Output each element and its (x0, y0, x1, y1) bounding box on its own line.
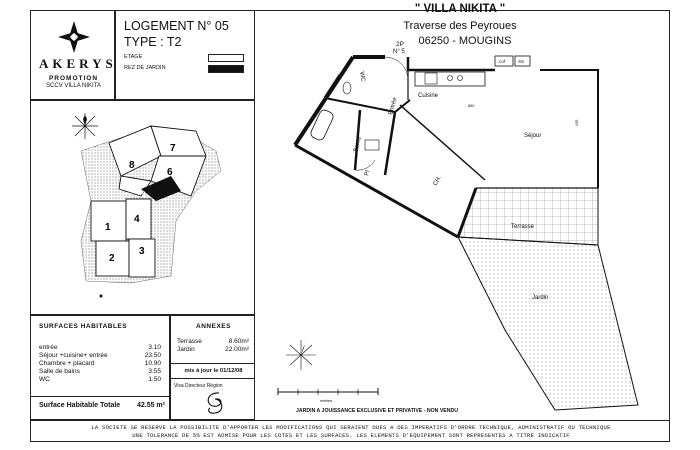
surfaces-title: SURFACES HABITABLES (39, 323, 128, 330)
project-address: Traverse des Peyroues (403, 20, 517, 32)
dimension-sejour: 435 (575, 119, 579, 126)
scale-bar (278, 388, 378, 395)
stair-number: N° 5 (393, 49, 405, 55)
surface-row-value: 3.55 (148, 368, 161, 375)
site-north-arrow-icon (72, 113, 98, 139)
apartment-plan (255, 0, 670, 420)
surface-row-label: Chambre + placard (39, 360, 95, 367)
garden-area (458, 237, 638, 410)
signature-icon (201, 390, 231, 416)
stair-code: 2P (396, 41, 404, 48)
annex-row-label: Jardin (177, 346, 195, 353)
site-plan (31, 101, 256, 316)
brand-company: SCCV VILLA NIKITA (46, 83, 101, 89)
compass-rose-icon (286, 340, 316, 370)
site-block-label: 2 (109, 253, 115, 264)
site-block-label: 5 (142, 192, 146, 198)
surfaces-box (30, 315, 170, 420)
room-label-ss: SS (518, 59, 525, 64)
surfaces-total-divider (31, 396, 169, 397)
room-label-cuisine: Cuisine (418, 93, 439, 99)
surface-row-label: entrée (39, 344, 58, 351)
site-block-label: 1 (105, 222, 111, 233)
unit-number: LOGEMENT N° 05 (124, 19, 229, 33)
room-label-bains: Bains (353, 136, 363, 153)
surfaces-total-value: 42.55 m² (136, 402, 165, 409)
logo-box (30, 10, 115, 100)
akerys-logo-icon (56, 19, 92, 55)
surface-row-label: Séjour +cuisine+ entrée (39, 352, 108, 359)
room-label-cof: cof (499, 59, 506, 64)
legend-swatch-etage (208, 54, 244, 62)
surface-row-label: Salle de bains (39, 368, 80, 375)
room-label-pl: Pl (364, 169, 372, 177)
surface-row-value: 3.10 (148, 344, 161, 351)
annexes-box (170, 315, 255, 420)
surface-row-value: 1.50 (148, 376, 161, 383)
annex-row-value: 8.60m² (228, 338, 249, 345)
dimension-cuisine: 850 (468, 104, 475, 108)
project-city: 06250 - MOUGINS (418, 35, 512, 47)
brand-name: AKERYS (39, 56, 117, 71)
surfaces-total-label: Surface Habitable Totale (39, 402, 121, 409)
room-label-terrasse: Terrasse (511, 224, 535, 230)
unit-type: TYPE : T2 (124, 35, 182, 49)
annex-row-value: 22.00m² (225, 346, 249, 353)
garden-note: JARDIN A JOUISSANCE EXCLUSIVE ET PRIVATIVE - NON VENDU (296, 408, 458, 414)
footer-disclaimer-1: LA SOCIETE SE RESERVE LA POSSIBILITE D'APPORTER LES MODIFICATIONS QUI SERAIENT DUES A DES IMPERATIFS D'ORDRE TECHNIQUE, ADMINISTRATIF OU TECHNIQUE (91, 424, 611, 431)
update-date: mis à jour le 01/12/08 (184, 368, 243, 374)
room-label-jardin: Jardin (532, 295, 549, 301)
site-block-label: 8 (129, 160, 135, 171)
annexes-title: ANNEXES (196, 323, 231, 330)
site-block-label: 7 (170, 143, 176, 154)
site-block-label: 3 (139, 246, 145, 257)
update-divider (171, 378, 254, 379)
legend-label-rdj: REZ DE JARDIN (124, 65, 166, 71)
legend-label-etage: ETAGE (124, 54, 143, 60)
brand-tagline: PROMOTION (48, 75, 99, 82)
legend-swatch-rdj (208, 65, 244, 73)
surface-row-value: 23.50 (144, 352, 161, 359)
terrace-area (458, 188, 598, 245)
room-label-entree: Entrée (388, 96, 399, 116)
visa-label: Visa Directeur Région (174, 383, 223, 389)
footer-disclaimer-2: UNE TOLERANCE DE 5% EST ADMISE POUR LES COTES ET LES SURFACES. LES ELEMENTS D'EQUIPEMENT SONT REPRESENTES A TITRE INDICATIF (132, 432, 570, 439)
room-label-sejour: Séjour (524, 133, 542, 139)
scale-label: mètres (320, 398, 333, 403)
room-label-ch: CH. (432, 175, 443, 187)
annexes-divider (171, 363, 254, 364)
footer-box (30, 420, 670, 442)
annex-row-label: Terrasse (177, 338, 202, 345)
room-label-wc: WC (358, 71, 366, 83)
site-block-label: 4 (134, 214, 140, 225)
surface-row-value: 10.90 (144, 360, 161, 367)
project-title: " VILLA NIKITA " (414, 3, 506, 15)
unit-box (115, 10, 255, 100)
site-block-label: 6 (167, 167, 173, 178)
surface-row-label: WC (39, 376, 50, 383)
site-plan-box (30, 100, 255, 315)
